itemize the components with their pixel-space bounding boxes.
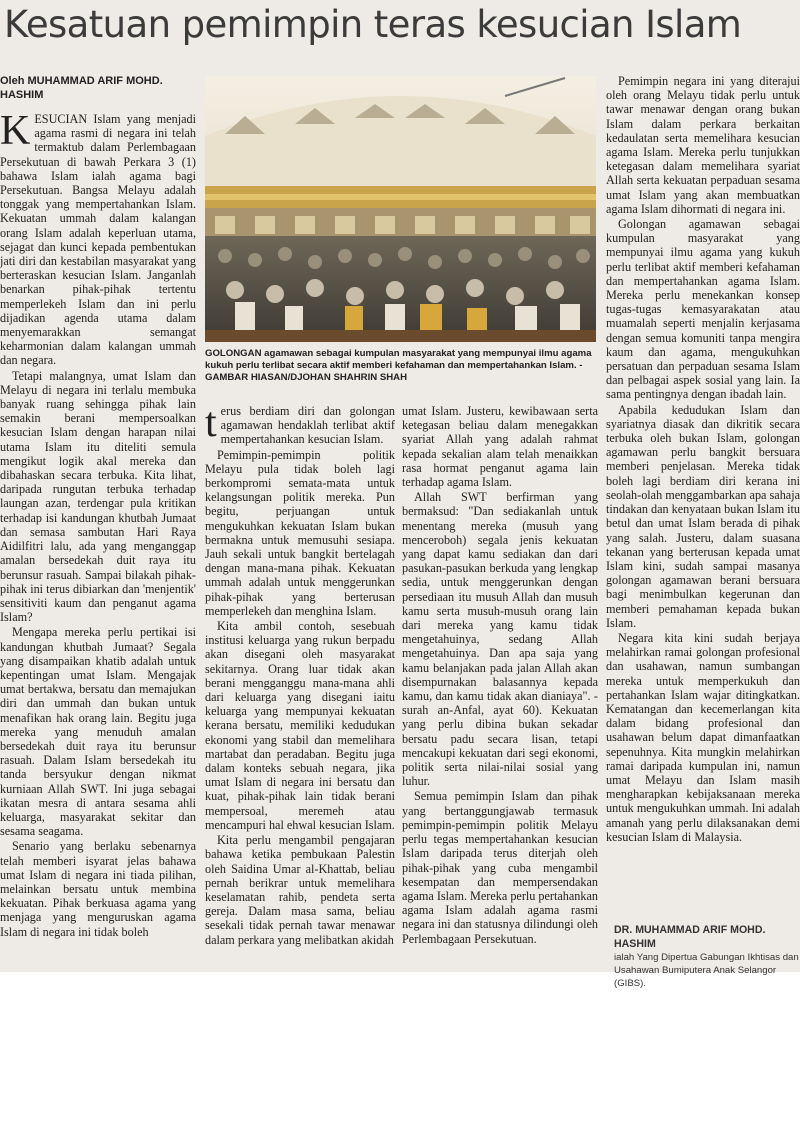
article-headline: Kesatuan pemimpin teras kesucian Islam [4,3,742,46]
photo-caption: GOLONGAN agamawan sebagai kumpulan masyarakat yang mempunyai ilmu agama kukuh perlu terlibat secara aktif memberi kefahaman dan mempertahankan Islam. - GAMBAR HIASAN/DJOHAN SHAHRIN SHAH [205,348,592,383]
article-paragraph: KESUCIAN Islam yang menjadi agama rasmi di negara ini telah termaktub dalam Perlembagaan Persekutuan di bawah Perkara 3 (1) bahawa Islam ialah agama bagi Persekutuan. Bangsa Melayu adalah tonggak yang mempertahankan Islam. Kekuatan ummah dalam kalangan orang Islam adalah keperluan utama, sejagat dan kunci kepada pembentukan jati diri dan kestabilan masyarakat yang berteraskan kesucian Islam. Janganlah benarkan pihak-pihak tertentu memperlekeh Islam dan ini perlu dijadikan agenda utama dalam menyemarakkan semangat keharmonian dalam kalangan ummah dan negara. [0,108,196,368]
article-paragraph: Golongan agamawan sebagai kumpulan masyarakat yang mempunyai ilmu agama yang kukuh perlu terlibat aktif memberi kefahaman dan mempertahankan agama Islam. Mereka perlu menekankan konsep tugas-tugas kemasyarakatan atau muamalah seperti menjalin kerjasama dengan semua komuniti tanpa mengira kaum dan agama, mengukuhkan persatuan dan perpaduan sesama Islam dan pelbagai aspek sosial yang lain. Ia sama pentingnya dengan ibadah lain. [606,217,800,402]
article-paragraph: Negara kita kini sudah berjaya melahirkan ramai golongan profesional dan usahawan, namun sumbangan mereka untuk memperkukuh dan pertahankan Islam wajar ditingkatkan. Kematangan dan kecemerlangan kita dalam bidang profesional dan usahawan belum dapat dimanfaatkan sepenuhnya. Kita mungkin melahirkan ramai daripada kumpulan ini, namun umat Melayu dan Islam masih mengharapkan kebijaksanaan mereka untuk mengukuhkan ummah. Ini adalah amanah yang perlu dilaksanakan demi kesucian Islam di Malaysia. [606,630,800,844]
text-column-2 [205,400,395,948]
article-paragraph: Tetapi malangnya, umat Islam dan Melayu di negara ini terlalu membuka banyak ruang sehingga pihak lain semakin berani mempersoalkan kesucian Islam dengan harapan nilai utama Islam itu diteliti semula mengikut logik akal mereka dan dibahaskan secara terbuka. Kita lihat, daripada rungutan terbuka terhadap laungan azan, terdengar pula kritikan terhadap isi kandungan khutbah Jumaat dan semasa sambutan Hari Raya Aidilfitri lalu, ada yang menganggap amalan bersedekah duit raya itu berunsur rasuah. Sampai bilakah pihak-pihak ini terus dibiarkan dan 'menjentik' sensitiviti kaum dan penganut agama Islam? [0,368,196,625]
article-byline: Oleh MUHAMMAD ARIF MOHD. HASHIM [0,75,163,101]
article-paragraph: Kita ambil contoh, sesebuah institusi keluarga yang rukun berpadu akan disegani oleh masyarakat sekitarnya. Orang luar tidak akan berani mengganggu mana-mana ahli dari keluarga yang disegani iaitu keluarga yang mempunyai kekuatan kerana bersatu, memiliki kedudukan ekonomi yang stabil dan memelihara martabat dan peradaban. Begitu juga dalam konteks sebuah negara, jika umat Islam di negara ini bersatu dan kuat, pihak-pihak lain tidak berani mempersoal, meremeh atau mencampuri hal ehwal kesucian Islam. [205,619,395,832]
text-column-3 [402,404,598,947]
article-paragraph: umat Islam. Justeru, kewibawaan serta ketegasan beliau dalam menegakkan syariat Allah yang adalah rahmat kepada sekalian alam telah menaikkan rasa hormat penganut agama lain terhadap agama Islam. [402,404,598,490]
article-paragraph: Mengapa mereka perlu pertikai isi kandungan khutbah Jumaat? Segala yang disampaikan khatib adalah untuk kepentingan umat Islam. Mengajak umat bertakwa, bersatu dan memajukan diri dan ummah dan bukan untuk menafikan hak orang lain. Begitu juga mereka yang menuduh amalan bersedekah duit raya itu berunsur rasuah. Dalam Islam bersedekah itu tanda bersyukur dengan nikmat kurniaan Allah SWT. Ini juga sebagai ikatan mesra di antara sesama ahli keluarga, masyarakat sekitar dan sesama seagama. [0,625,196,839]
article-paragraph: Semua pemimpin Islam dan pihak yang bertanggungjawab termasuk pemimpin-pemimpin politik Melayu perlu tegas mempertahankan kesucian Islam daripada terus diterjah oleh pihak-pihak yang cuba mengambil kesempatan dan mempersendakan agama Islam. Mereka perlu pertahankan agama Islam adalah agama rasmi negara ini dan statusnya dilindungi oleh Perlembagaan Persekutuan. [402,789,598,946]
article-paragraph: Senario yang berlaku sebenarnya telah memberi isyarat jelas bahawa umat Islam di negara ini tiada pilihan, melainkan bersatu untuk membina kekuatan. Pihak berkuasa agama yang menjaga yang menguruskan agama Islam di negara ini tidak boleh [0,839,196,939]
article-paragraph: Pemimpin negara ini yang diterajui oleh orang Melayu tidak perlu untuk tawar menawar dengan orang bukan Islam dalam perkara berkaitan kedaulatan serta memelihara kesucian agama Islam. Mereka perlu tunjukkan ketegasan dalam memelihara syariat Allah serta kekuatan perpaduan sesama umat Islam yang akan membuatkan agama Islam dihormati di negara ini. [606,74,800,216]
article-paragraph: Kita perlu mengambil pengajaran bahawa ketika pembukaan Palestin oleh Saidina Umar al-Khattab, beliau pernah berikrar untuk memelihara keselamatan rahib, pendeta serta gereja. Dalam masa sama, beliau sesekali tidak pernah tawar menawar dalam perkara yang melibatkan akidah [205,833,395,947]
article-paragraph: terus berdiam diri dan golongan agamawan hendaklah terlibat aktif mempertahankan kesucian Islam. [205,400,395,447]
article-paragraph: Apabila kedudukan Islam dan syariatnya diasak dan dikritik secara terbuka oleh bukan Islam, golongan agamawan perlu bangkit bersuara memberi penjelasan. Mereka tidak boleh lagi berdiam diri kerana ini seolah-olah menggambarkan apa sahaja tindakan dan kenyataan bukan Islam itu betul dan umat Islam berada di pihak yang salah. Justeru, dalam suasana tekanan yang berterusan kepada umat Islam kini, sudah sampai masanya golongan agamawan berani bersuara bagi menimbulkan kegerunan dan memberi pemahaman kepada bukan Islam. [606,402,800,630]
author-description: ialah Yang Dipertua Gabungan Ikhtisas dan Usahawan Bumiputera Anak Selangor (GIBS). [614,952,799,989]
text-column-4 [606,74,800,845]
text-column-1 [0,108,196,940]
author-name: DR. MUHAMMAD ARIF MOHD. HASHIM [614,924,766,950]
article-paragraph: Pemimpin-pemimpin politik Melayu pula tidak boleh lagi berkompromi semata-mata untuk kelangsungan politik mereka. Pun begitu, perjuangan untuk mengukuhkan kekuatan Islam bukan bermakna untuk memusuhi sesiapa. Jauh sekali untuk bangkit bertelagah dengan mana-mana pihak. Kekuatan ummah adalah untuk menggerunkan pihak-pihak yang berterusan memperlekeh dan menghina Islam. [205,447,395,618]
article-paragraph: Allah SWT berfirman yang bermaksud: "Dan sediakanlah untuk menentang mereka (musuh yang menceroboh) segala jenis kekuatan yang dapat kamu sediakan dan dari pasukan-pasukan berkuda yang lengkap sedia, untuk menggerunkan dengan persediaan itu musuh Allah dan musuh kamu serta musuh-musuh orang lain dari mereka yang kamu tidak mengetahuinya, sedang Allah mengetahuinya. Dan apa saja yang kamu belanjakan pada jalan Allah akan disempurnakan balasannya kepada kamu, dan kamu tidak akan dianiaya". - surah an-Anfal, ayat 60). Kekuatan yang perlu dibina bukan sekadar bersatu padu secara lisan, tetapi mencakupi kekuatan dari segi ekonomi, politik serta nilai-nilai sosial yang luhur. [402,490,598,789]
author-bio [614,923,800,990]
mosque-congregation-photo [205,76,596,342]
